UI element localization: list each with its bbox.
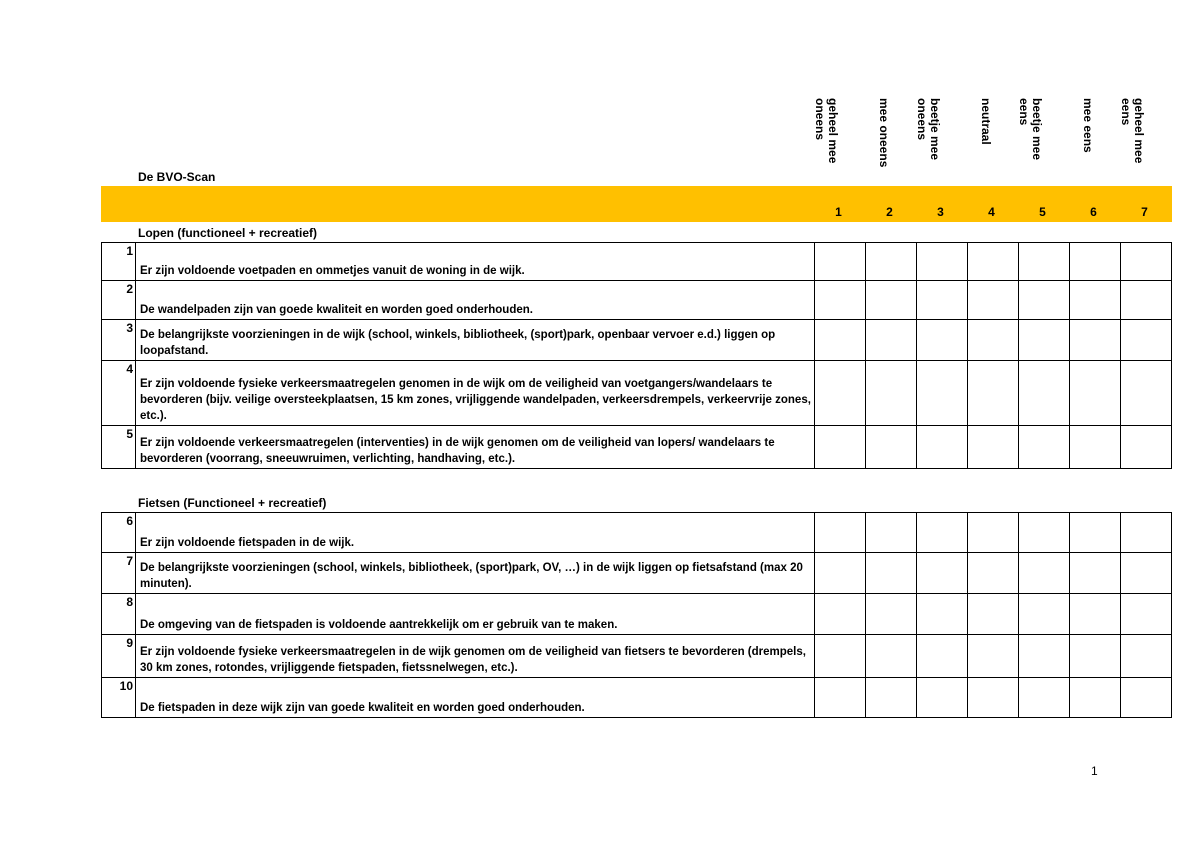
answer-cell-1[interactable] bbox=[815, 513, 866, 553]
table-row bbox=[102, 513, 1172, 553]
answer-cell-7[interactable] bbox=[1121, 361, 1172, 426]
scale-header-text: mee oneens bbox=[876, 98, 891, 168]
scale-header-6 bbox=[1068, 98, 1119, 172]
answer-cell-4[interactable] bbox=[968, 594, 1019, 635]
question-number: 9 bbox=[102, 635, 136, 678]
answer-cell-1[interactable] bbox=[815, 281, 866, 320]
scale-number-6: 6 bbox=[1090, 205, 1097, 219]
table-row bbox=[102, 635, 1172, 678]
scale-number-3: 3 bbox=[937, 205, 944, 219]
answer-cell-4[interactable] bbox=[968, 635, 1019, 678]
answer-cell-7[interactable] bbox=[1121, 281, 1172, 320]
answer-cell-5[interactable] bbox=[1019, 513, 1070, 553]
question-number: 2 bbox=[102, 281, 136, 320]
answer-cell-1[interactable] bbox=[815, 320, 866, 361]
answer-cell-4[interactable] bbox=[968, 361, 1019, 426]
answer-cell-2[interactable] bbox=[866, 281, 917, 320]
question-text: Er zijn voldoende voetpaden en ommetjes vanuit de woning in de wijk. bbox=[136, 243, 815, 281]
answer-cell-1[interactable] bbox=[815, 553, 866, 594]
scale-header-text: neutraal bbox=[978, 98, 993, 145]
answer-cell-6[interactable] bbox=[1070, 635, 1121, 678]
answer-cell-6[interactable] bbox=[1070, 678, 1121, 718]
table-row bbox=[102, 678, 1172, 718]
question-text: De wandelpaden zijn van goede kwaliteit en worden goed onderhouden. bbox=[136, 281, 815, 320]
answer-cell-2[interactable] bbox=[866, 243, 917, 281]
scale-number-2: 2 bbox=[886, 205, 893, 219]
answer-cell-4[interactable] bbox=[968, 320, 1019, 361]
table-row bbox=[102, 594, 1172, 635]
question-text: Er zijn voldoende fietspaden in de wijk. bbox=[136, 513, 815, 553]
answer-cell-7[interactable] bbox=[1121, 320, 1172, 361]
answer-cell-7[interactable] bbox=[1121, 678, 1172, 718]
question-text: Er zijn voldoende verkeersmaatregelen (interventies) in de wijk genomen om de veiligheid van lopers/ wandelaars te bevorderen (voorrang, sneeuwruimen, verlichting, handhaving, etc.). bbox=[136, 426, 815, 469]
answer-cell-3[interactable] bbox=[917, 553, 968, 594]
answer-cell-3[interactable] bbox=[917, 426, 968, 469]
answer-cell-5[interactable] bbox=[1019, 594, 1070, 635]
answer-cell-5[interactable] bbox=[1019, 426, 1070, 469]
section-title-fietsen: Fietsen (Functioneel + recreatief) bbox=[138, 496, 327, 510]
question-number: 8 bbox=[102, 594, 136, 635]
answer-cell-1[interactable] bbox=[815, 635, 866, 678]
answer-cell-1[interactable] bbox=[815, 594, 866, 635]
answer-cell-7[interactable] bbox=[1121, 243, 1172, 281]
answer-cell-3[interactable] bbox=[917, 678, 968, 718]
section-title-lopen: Lopen (functioneel + recreatief) bbox=[138, 226, 318, 240]
answer-cell-3[interactable] bbox=[917, 281, 968, 320]
question-text: Er zijn voldoende fysieke verkeersmaatregelen in de wijk genomen om de veiligheid van fietsers te bevorderen (drempels, 30 km zones, rotondes, vrijliggende fietspaden, fietssnelwegen, etc.). bbox=[136, 635, 815, 678]
scale-header-text: geheel mee oneens bbox=[812, 98, 840, 164]
answer-cell-3[interactable] bbox=[917, 635, 968, 678]
questions-table-lopen bbox=[101, 242, 1172, 469]
answer-cell-2[interactable] bbox=[866, 678, 917, 718]
answer-cell-6[interactable] bbox=[1070, 361, 1121, 426]
question-number: 1 bbox=[102, 243, 136, 281]
answer-cell-5[interactable] bbox=[1019, 320, 1070, 361]
question-number: 7 bbox=[102, 553, 136, 594]
answer-cell-5[interactable] bbox=[1019, 281, 1070, 320]
answer-cell-4[interactable] bbox=[968, 553, 1019, 594]
answer-cell-7[interactable] bbox=[1121, 426, 1172, 469]
scale-header-1 bbox=[813, 98, 864, 172]
question-text: Er zijn voldoende fysieke verkeersmaatregelen genomen in de wijk om de veiligheid van voetgangers/wandelaars te bevorderen (bijv. veilige oversteekplaatsen, 15 km zones, vrijliggende wandelpaden, verkeersdrempels, verkeervrije zones, etc.). bbox=[136, 361, 815, 426]
answer-cell-2[interactable] bbox=[866, 594, 917, 635]
answer-cell-5[interactable] bbox=[1019, 553, 1070, 594]
answer-cell-4[interactable] bbox=[968, 426, 1019, 469]
page-number: 1 bbox=[1091, 764, 1098, 778]
answer-cell-4[interactable] bbox=[968, 281, 1019, 320]
answer-cell-2[interactable] bbox=[866, 426, 917, 469]
answer-cell-1[interactable] bbox=[815, 678, 866, 718]
answer-cell-7[interactable] bbox=[1121, 594, 1172, 635]
question-number: 3 bbox=[102, 320, 136, 361]
answer-cell-1[interactable] bbox=[815, 426, 866, 469]
answer-cell-5[interactable] bbox=[1019, 361, 1070, 426]
question-number: 6 bbox=[102, 513, 136, 553]
question-text: De belangrijkste voorzieningen (school, winkels, bibliotheek, (sport)park, OV, …) in de wijk liggen op fietsafstand (max 20 minuten). bbox=[136, 553, 815, 594]
scale-number-7: 7 bbox=[1141, 205, 1148, 219]
question-number: 4 bbox=[102, 361, 136, 426]
answer-cell-6[interactable] bbox=[1070, 594, 1121, 635]
scale-header-text: beetje mee oneens bbox=[914, 98, 942, 161]
table-row bbox=[102, 553, 1172, 594]
scale-header-5 bbox=[1017, 98, 1068, 172]
answer-cell-2[interactable] bbox=[866, 553, 917, 594]
answer-cell-6[interactable] bbox=[1070, 513, 1121, 553]
scale-number-5: 5 bbox=[1039, 205, 1046, 219]
questions-table-fietsen bbox=[101, 512, 1172, 718]
answer-cell-6[interactable] bbox=[1070, 553, 1121, 594]
scale-header-text: geheel mee eens bbox=[1118, 98, 1146, 164]
table-row bbox=[102, 426, 1172, 469]
answer-cell-4[interactable] bbox=[968, 678, 1019, 718]
table-row bbox=[102, 361, 1172, 426]
answer-cell-4[interactable] bbox=[968, 243, 1019, 281]
scale-number-4: 4 bbox=[988, 205, 995, 219]
scale-number-1: 1 bbox=[835, 205, 842, 219]
scale-header-2 bbox=[864, 98, 915, 172]
answer-cell-1[interactable] bbox=[815, 361, 866, 426]
answer-cell-3[interactable] bbox=[917, 320, 968, 361]
answer-cell-2[interactable] bbox=[866, 320, 917, 361]
answer-cell-6[interactable] bbox=[1070, 243, 1121, 281]
answer-cell-6[interactable] bbox=[1070, 281, 1121, 320]
document-title: De BVO-Scan bbox=[138, 170, 216, 184]
answer-cell-7[interactable] bbox=[1121, 635, 1172, 678]
answer-cell-3[interactable] bbox=[917, 243, 968, 281]
answer-cell-5[interactable] bbox=[1019, 635, 1070, 678]
question-text: De fietspaden in deze wijk zijn van goede kwaliteit en worden goed onderhouden. bbox=[136, 678, 815, 718]
question-text: De omgeving van de fietspaden is voldoende aantrekkelijk om er gebruik van te maken. bbox=[136, 594, 815, 635]
answer-cell-1[interactable] bbox=[815, 243, 866, 281]
table-row bbox=[102, 243, 1172, 281]
question-number: 10 bbox=[102, 678, 136, 718]
answer-cell-6[interactable] bbox=[1070, 320, 1121, 361]
answer-cell-2[interactable] bbox=[866, 361, 917, 426]
answer-cell-3[interactable] bbox=[917, 513, 968, 553]
answer-cell-6[interactable] bbox=[1070, 426, 1121, 469]
answer-cell-5[interactable] bbox=[1019, 243, 1070, 281]
answer-cell-7[interactable] bbox=[1121, 553, 1172, 594]
answer-cell-3[interactable] bbox=[917, 594, 968, 635]
question-text: De belangrijkste voorzieningen in de wijk (school, winkels, bibliotheek, (sport)park, openbaar vervoer e.d.) liggen op loopafstand. bbox=[136, 320, 815, 361]
scale-header-7 bbox=[1119, 98, 1170, 172]
scale-header-3 bbox=[915, 98, 966, 172]
answer-cell-3[interactable] bbox=[917, 361, 968, 426]
answer-cell-2[interactable] bbox=[866, 635, 917, 678]
answer-cell-4[interactable] bbox=[968, 513, 1019, 553]
answer-cell-2[interactable] bbox=[866, 513, 917, 553]
question-number: 5 bbox=[102, 426, 136, 469]
answer-cell-7[interactable] bbox=[1121, 513, 1172, 553]
answer-cell-5[interactable] bbox=[1019, 678, 1070, 718]
scale-header-text: beetje mee eens bbox=[1016, 98, 1044, 161]
scale-header-4 bbox=[966, 98, 1017, 172]
scale-header-text: mee eens bbox=[1080, 98, 1095, 153]
table-row bbox=[102, 320, 1172, 361]
table-row bbox=[102, 281, 1172, 320]
